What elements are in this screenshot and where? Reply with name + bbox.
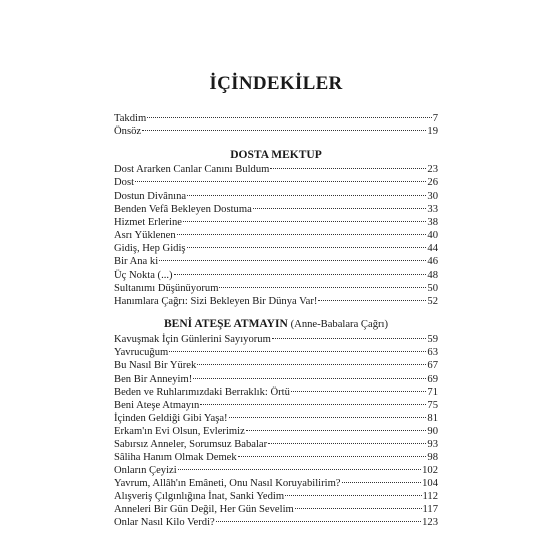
toc-entry-page: 102 bbox=[422, 465, 438, 476]
section-heading-text: DOSTA MEKTUP bbox=[230, 149, 322, 161]
toc-entry-page: 104 bbox=[422, 478, 438, 489]
toc-entry-label: Bir Ana ki bbox=[114, 256, 159, 267]
toc-entry[interactable] bbox=[114, 452, 438, 464]
toc-entry[interactable] bbox=[114, 204, 438, 216]
toc-entry[interactable] bbox=[114, 164, 438, 176]
toc-entry-label: Hanımlara Çağrı: Sizi Bekleyen Bir Dünya Var! bbox=[114, 296, 318, 307]
toc-entry-label: Üç Nokta (...) bbox=[114, 270, 173, 281]
toc-entry-label: Dostun Divânına bbox=[114, 191, 187, 202]
toc-entry-page: 123 bbox=[422, 517, 438, 528]
toc-entry[interactable] bbox=[114, 230, 438, 242]
dot-leader bbox=[268, 442, 426, 444]
toc-entry-page: 19 bbox=[427, 126, 438, 137]
toc-entry-label: Erkam'ın Evi Olsun, Evlerimiz bbox=[114, 426, 245, 437]
toc-entry-page: 30 bbox=[427, 191, 438, 202]
toc-entry-label: Onlar Nasıl Kilo Verdi? bbox=[114, 517, 215, 528]
toc-entry-page: 63 bbox=[427, 347, 438, 358]
toc-entry-label: Dost Ararken Canlar Canını Buldum bbox=[114, 164, 270, 175]
dot-leader bbox=[295, 507, 422, 509]
toc-entry-page: 52 bbox=[427, 296, 438, 307]
toc-entry[interactable] bbox=[114, 426, 438, 438]
dot-leader bbox=[183, 220, 426, 222]
dot-leader bbox=[229, 416, 427, 418]
toc-entry-page: 44 bbox=[427, 243, 438, 254]
toc-entry-page: 48 bbox=[427, 270, 438, 281]
toc-entry-label: Yavrucuğum bbox=[114, 347, 169, 358]
toc-entry[interactable] bbox=[114, 400, 438, 412]
toc-entry[interactable] bbox=[114, 439, 438, 451]
section-heading-text: BENİ ATEŞE ATMAYIN bbox=[163, 318, 288, 330]
toc-entry-page: 33 bbox=[427, 204, 438, 215]
toc-entry-label: Onların Çeyizi bbox=[114, 465, 177, 476]
toc-entry[interactable] bbox=[114, 256, 438, 268]
toc-entry[interactable] bbox=[114, 360, 438, 372]
dot-leader bbox=[187, 246, 427, 248]
section-heading bbox=[114, 318, 438, 330]
toc-entry[interactable] bbox=[114, 478, 438, 490]
toc-entry-page: 50 bbox=[427, 283, 438, 294]
toc-entry-page: 117 bbox=[422, 504, 438, 515]
toc-entry-page: 26 bbox=[427, 177, 438, 188]
toc-entry-label: Önsöz bbox=[114, 126, 142, 137]
toc-entry[interactable] bbox=[114, 113, 438, 125]
dot-leader bbox=[253, 207, 427, 209]
toc-entry[interactable] bbox=[114, 491, 438, 503]
dot-leader bbox=[216, 520, 421, 522]
dot-leader bbox=[169, 350, 426, 352]
toc-entry-label: Sabırsız Anneler, Sorumsuz Babalar bbox=[114, 439, 268, 450]
toc-entry-label: Yavrum, Allâh'ın Emâneti, Onu Nasıl Koruyabilirim? bbox=[114, 478, 341, 489]
dot-leader bbox=[246, 429, 427, 431]
page-title: İÇİNDEKİLER bbox=[209, 73, 343, 94]
toc-entry-label: Beden ve Ruhlarımızdaki Berraklık: Örtü bbox=[114, 387, 290, 398]
toc-entry[interactable] bbox=[114, 413, 438, 425]
dot-leader bbox=[238, 455, 427, 457]
toc-entry-label: İçinden Geldiği Gibi Yaşa! bbox=[114, 413, 228, 424]
toc-entry-page: 112 bbox=[422, 491, 438, 502]
toc-entry-label: Sâliha Hanım Olmak Demek bbox=[114, 452, 237, 463]
dot-leader bbox=[177, 233, 427, 235]
dot-leader bbox=[200, 403, 426, 405]
toc-entry[interactable] bbox=[114, 334, 438, 346]
toc-entry-label: Dost bbox=[114, 177, 135, 188]
toc-entry-label: Asrı Yüklenen bbox=[114, 230, 176, 241]
toc-entry[interactable] bbox=[114, 374, 438, 386]
toc-entry-label: Kavuşmak İçin Günlerini Sayıyorum bbox=[114, 334, 271, 345]
toc-entry-label: Takdim bbox=[114, 113, 147, 124]
toc-entry[interactable] bbox=[114, 217, 438, 229]
toc-entry-label: Beni Ateşe Atmayın bbox=[114, 400, 200, 411]
toc-entry-page: 98 bbox=[427, 452, 438, 463]
dot-leader bbox=[193, 377, 426, 379]
dot-leader bbox=[285, 494, 421, 496]
toc-entry-page: 90 bbox=[427, 426, 438, 437]
toc-entry-page: 46 bbox=[427, 256, 438, 267]
section-heading bbox=[114, 149, 438, 161]
toc-entry-label: Anneleri Bir Gün Değil, Her Gün Sevelim bbox=[114, 504, 294, 515]
dot-leader bbox=[272, 337, 427, 339]
toc-entry-page: 7 bbox=[432, 113, 438, 124]
toc-entry[interactable] bbox=[114, 283, 438, 295]
toc-entry-page: 81 bbox=[427, 413, 438, 424]
toc-entry-label: Alışveriş Çılgınlığına İnat, Sanki Yedim bbox=[114, 491, 285, 502]
dot-leader bbox=[219, 286, 426, 288]
toc-entry-page: 67 bbox=[427, 360, 438, 371]
dot-leader bbox=[174, 273, 427, 275]
dot-leader bbox=[197, 363, 426, 365]
toc-entry-page: 38 bbox=[427, 217, 438, 228]
dot-leader bbox=[318, 299, 426, 301]
toc-entry[interactable] bbox=[114, 126, 438, 138]
toc-entry-label: Ben Bir Anneyim! bbox=[114, 374, 193, 385]
dot-leader bbox=[178, 468, 421, 470]
dot-leader bbox=[135, 180, 426, 182]
dot-leader bbox=[147, 116, 431, 118]
toc-entry-page: 40 bbox=[427, 230, 438, 241]
dot-leader bbox=[142, 129, 426, 131]
toc-entry-page: 93 bbox=[427, 439, 438, 450]
toc-entry[interactable] bbox=[114, 296, 438, 308]
toc-entry[interactable] bbox=[114, 517, 438, 529]
toc-entry-page: 75 bbox=[427, 400, 438, 411]
toc-entry[interactable] bbox=[114, 191, 438, 203]
toc-entry-label: Sultanımı Düşünüyorum bbox=[114, 283, 219, 294]
toc-entry[interactable] bbox=[114, 387, 438, 399]
toc-entry-page: 23 bbox=[427, 164, 438, 175]
section-subheading: (Anne-Babalara Çağrı) bbox=[290, 319, 388, 330]
toc-entry-label: Benden Vefâ Bekleyen Dostuma bbox=[114, 204, 252, 215]
toc-entry[interactable] bbox=[114, 243, 438, 255]
toc-entry-label: Bu Nasıl Bir Yürek bbox=[114, 360, 197, 371]
dot-leader bbox=[159, 259, 426, 261]
toc-entry[interactable] bbox=[114, 270, 438, 282]
toc-entry-page: 69 bbox=[427, 374, 438, 385]
dot-leader bbox=[342, 481, 422, 483]
toc-entry[interactable] bbox=[114, 347, 438, 359]
toc-entry[interactable] bbox=[114, 177, 438, 189]
toc-entry-label: Gidiş, Hep Gidiş bbox=[114, 243, 186, 254]
toc-entry[interactable] bbox=[114, 504, 438, 516]
toc-entry[interactable] bbox=[114, 465, 438, 477]
dot-leader bbox=[187, 194, 426, 196]
dot-leader bbox=[270, 167, 426, 169]
toc-entry-page: 71 bbox=[427, 387, 438, 398]
toc-entry-label: Hizmet Erlerine bbox=[114, 217, 182, 228]
toc-entry-page: 59 bbox=[427, 334, 438, 345]
dot-leader bbox=[291, 390, 426, 392]
